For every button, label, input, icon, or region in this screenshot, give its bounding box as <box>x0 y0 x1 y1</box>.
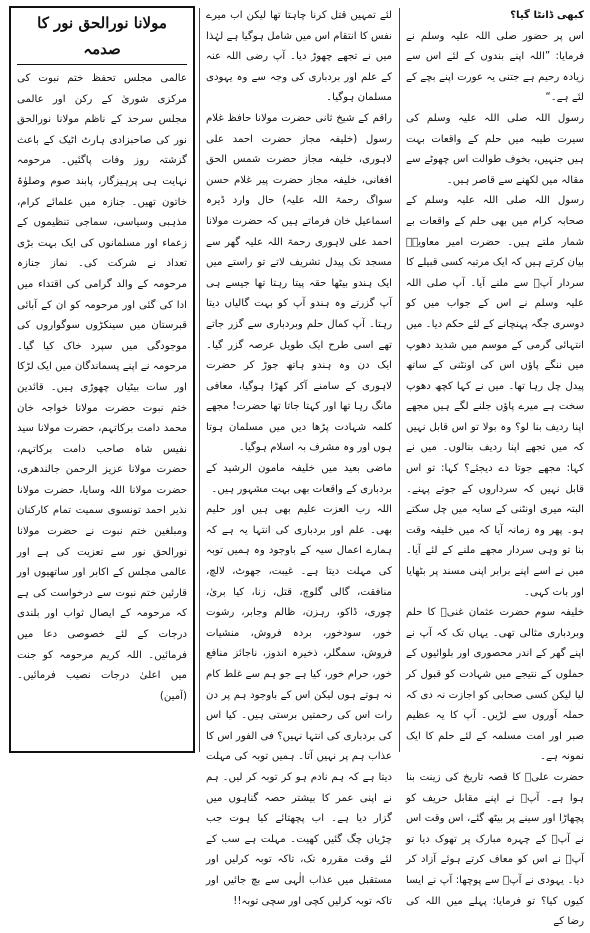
news-box <box>12 8 192 750</box>
middle-paragraph: ماضی بعید میں خلیفہ مامون الرشید کے بردباری کے واقعات بھی بہت مشہور ہیں۔ <box>206 463 392 495</box>
middle-paragraph: لئے تمہیں قتل کرنا چاہتا تھا لیکن اب میرے نفس کا انتقام اس میں شامل ہوگیا ہے لہٰذا میں نے تجھے چھوڑ دیا۔ آپ رضی اللہ عنہ کے علم اور بردباری کی وجہ سے وہ یہودی مسلمان ہوگیا۔ <box>206 10 392 104</box>
news-box-title: مولانا نورالحق نور کا صدمہ <box>17 10 187 65</box>
news-box-body: عالمی مجلس تحفظ ختم نبوت کی مرکزی شوریٰ کے رکن اور عالمی مجلس سرحد کے ناظم مولانا نورالحق نور کی صاحبزادی ہارٹ اٹیک کے باعث گزشتہ روز وفات پاگئیں۔ مرحومہ نہایت ہی پرہیزگار، پابند صوم وصلوٰۃ خاتون تھیں۔ جنازہ میں علمائے کرام، مذہبی وسیاسی، سماجی تنظیموں کے زعماء اور مسلمانوں کی ایک بہت بڑی تعداد نے شرکت کی۔ نماز جنازہ مرحومہ کے والد گرامی کی اقتداء میں ادا کی گئی اور مرحومہ کو ان کے آبائی قبرستان میں سینکڑوں سوگواروں کی موجودگی میں سپرد خاک کیا گیا۔ مرحومہ نے اپنے پسماندگان میں ایک لڑکا اور سات بیٹیاں چھوڑی ہیں۔ قائدین ختم نبوت حضرت مولانا خواجہ خان محمد دامت برکاتہم، حضرت مولانا سید نفیس شاہ صاحب دامت برکاتہم، حضرت مولانا عزیز الرحمن جالندھری، حضرت مولانا اللہ وسایا، حضرت مولانا نذیر احمد تونسوی سمیت تمام کارکنان ومبلغین ختم نبوت نے حضرت مولانا نورالحق نور سے تعزیت کی ہے اور عالمی مجلس کے اکابر اور ساتھیوں اور قارئین ختم نبوت سے درخواست کی ہے کہ مرحومہ کے ایصال ثواب اور بلندی درجات کے لئے خصوصی دعا میں فرمائیں۔ اللہ کریم مرحومہ کو جنت میں اعلیٰ درجات نصیب فرمائیں۔ (آمین) <box>17 73 187 702</box>
middle-paragraph: راقم کے شیخ ثانی حضرت مولانا حافظ غلام رسول (خلیفہ مجاز حضرت احمد علی لاہوری، خلیفہ مجاز حضرت شمس الحق افغانی، خلیفہ مجاز حضرت پیر غلام حسن سواگ رحمۃ اللہ علیہ) حال وارد ڈیرہ اسماعیل خان فرماتے ہیں کہ حضرت مولانا احمد علی لاہوری رحمۃ اللہ علیہ گھر سے مسجد تک پیدل تشریف لاتے تو راستے میں ایک ہندو بیٹھا حقہ پیتا رہتا تھا جیسے ہی آپ گزرتے وہ ہندو آپ کو بہت گالیاں دیتا رہتا۔ آپ کمال حلم وبردباری سے گزر جاتے تھے اسی طرح ایک طویل عرصہ گزر گیا۔ ایک دن وہ ہندو ہاتھ جوڑ کر حضرت لاہوری کے سامنے آکر کھڑا ہوگیا، معافی مانگ رہا تھا اور کہتا جاتا تھا حضرت! مجھے کلمہ شہادت پڑھا دیں میں مسلمان ہوتا ہوں اور وہ مشرف بہ اسلام ہوگیا۔ <box>206 112 392 454</box>
right-opening-line: کبھی ڈانٹا گیا؟ <box>510 10 584 21</box>
middle-paragraph: اللہ رب العزت علیم بھی ہیں اور حلیم بھی۔ علم اور بردباری کی انتہا یہ ہے کہ ہمارے اعمال سیہ کے باوجود وہ ہمیں توبہ کی مہلت دیتا ہے۔ غیبت، جھوٹ، لالچ، منافقت، گالی گلوچ، قتل، زنا، کیا بریٰ، چوری، ڈاکو، رہزن، ظالم وجابر، رشوت خور، سودخور، بردہ فروش، منشیات فروش، سمگلر، ذخیرہ اندوز، ناجائز منافع خور، حرام خور، کیا ہے جو ہم سے غلط کام نہ ہوتے ہوں لیکن اس کے باوجود ہم پر دن رات اس کی رحمتیں برستی ہیں۔ کیا اس کی بردباری کی انتہا نہیں؟ فی الفور اس کا عذاب ہم پر نہیں آتا۔ ہمیں توبہ کی مہلت دیتا ہے کہ ہم نادم ہو کر توبہ کر لیں۔ ہم نے اپنی عمر کا بیشتر حصہ گناہوں میں گزار دیا ہے۔ اب پچھتائے کیا ہوت جب چڑیاں چگ گئیں کھیت۔ مہلت ہے سب کے لئے وقت مقررہ تک، تاکہ توبہ کرلیں اور مستقبل میں عذاب الٰہی سے بچ جائیں اور تاکہ توبہ کرلیں کچی اور سچی توبہ!! <box>206 504 392 907</box>
column-divider <box>199 8 200 752</box>
right-column <box>404 6 586 928</box>
right-paragraph: اس پر حضور صلی اللہ علیہ وسلم نے فرمایا: ”اللہ اپنے بندوں کے لئے اس سے زیادہ رحیم ہے جتنی یہ عورت اپنے بچے کے لئے ہے۔“ <box>406 30 584 104</box>
right-paragraph: خلیفہ سوم حضرت عثمان غنیؓ کا حلم وبردباری مثالی تھی۔ یہاں تک کہ آپ نے اپنے گھر کے اندر محصوری اور بلوائیوں کے حملوں کے نتیجے میں شہادت کو قبول کر لیا لیکن کسی صحابی کو اجازت نہ دی کہ حملہ آوروں سے لڑیں۔ آپ کا یہ عظیم صبر اور امت مسلمہ کے لئے حلم کا ایک نمونہ ہے۔ <box>406 607 584 763</box>
right-paragraph: رسول اللہ صلی اللہ علیہ وسلم کی سیرت طیبہ میں حلم کے واقعات بہت ہیں جنہیں، بخوف طوالت اس چھوٹے سے مقالہ میں لکھنے سے قاصر ہیں۔ <box>406 112 584 186</box>
right-paragraph: حضرت علیؓ کا قصہ تاریخ کی زینت بنا ہوا ہے۔ آپؓ نے اپنے مقابل حریف کو پچھاڑا اور سینے پر بیٹھ گئے، اس وقت اس نے آپؓ کے چہرہ مبارک پر تھوک دیا تو آپؓ نے اس کو معاف کرتے ہوئے آزاد کر دیا۔ یہودی نے آپؓ سے پوچھا: آپ نے ایسا کیوں کیا؟ تو فرمایا: پہلے میں اللہ کی رضا کے <box>406 771 584 928</box>
middle-column <box>204 6 394 907</box>
column-divider <box>399 8 400 752</box>
right-paragraph: رسول اللہ صلی اللہ علیہ وسلم کے صحابہ کرام میں بھی حلم کے واقعات بے شمار ملتے ہیں۔ حضرت امیر معاویہؓ بیان کرتے ہیں کہ ایک مرتبہ کسی قبیلے کا سردار آپؐ سے ملنے آیا۔ آپ صلی اللہ علیہ وسلم نے اس کے جواب میں کو دوسری جگہ پہنچانے کے لئے حکم دیا۔ میں انتہائی گرمی کے موسم میں شدید دھوپ میں ننگے پاؤں اس کی اونٹنی کے ساتھ پیدل چل رہا تھا۔ میں نے کہا کچھ دھوپ سخت ہے میرے پاؤں جلنے لگے ہیں مجھے اپنا ردیف بنا لو؟ وہ بولا تو اس قابل نہیں کہ میں تجھے اپنا ردیف بنالوں۔ میں نے کہا: مجھے جوتا دے دیجئے؟ کہا: تو اس قابل نہیں کہ سرداروں کے جوتے پہنے۔ البتہ میری اونٹنی کے سایہ میں چل سکتے ہو۔ پھر وہ زمانہ آیا کہ میں خلیفہ وقت بنا تو وہی سردار مجھے ملنے کے لئے آیا۔ میں نے اسے اپنے برابر اپنی مسند پر بٹھایا اور بات کہی۔ <box>406 195 584 598</box>
